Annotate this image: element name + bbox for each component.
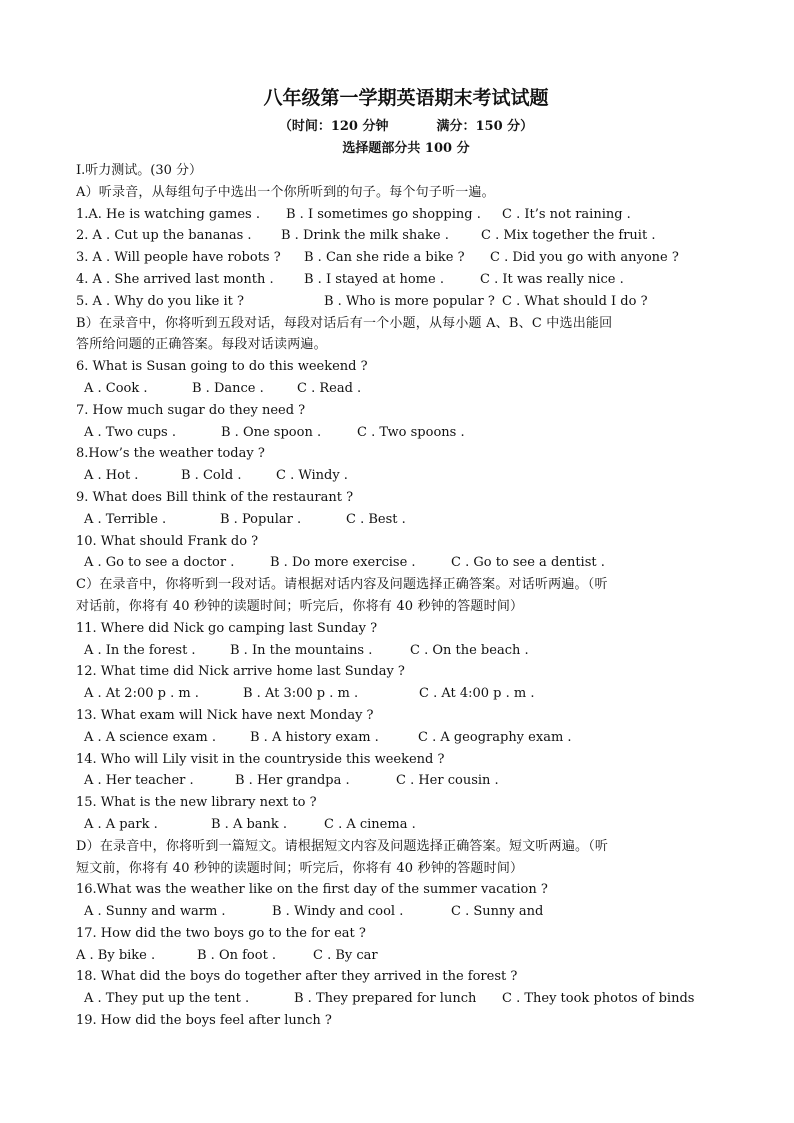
- option-c: C . A cinema .: [324, 816, 416, 832]
- question-text: 11. Where did Nick go camping last Sunday ?: [76, 620, 378, 636]
- option-a: 4. A . She arrived last month .: [76, 271, 274, 287]
- exam-body: [76, 160, 736, 1032]
- answer-options: [76, 552, 736, 574]
- option-c: C . Did you go with anyone ?: [490, 250, 679, 266]
- option-a: A . Two cups .: [84, 424, 176, 440]
- option-c: C . It’s not raining .: [502, 206, 631, 222]
- option-b: B . Drink the milk shake .: [281, 228, 449, 244]
- option-b: B . Windy and cool .: [272, 904, 404, 920]
- option-a: A . Sunny and warm .: [84, 904, 226, 920]
- answer-options: [76, 378, 736, 400]
- option-c: C . Mix together the fruit .: [481, 228, 656, 244]
- time-info: （时间：120 分钟: [278, 119, 389, 134]
- answer-options: [76, 727, 736, 749]
- option-a: A . A science exam .: [84, 729, 216, 745]
- option-c: C . At 4:00 p . m .: [419, 686, 535, 702]
- option-b: B . I sometimes go shopping .: [286, 206, 481, 222]
- option-a: 1.A. He is watching games .: [76, 206, 260, 222]
- part-d-instruction-cont: 短文前，你将有 40 秒钟的读题时间；听完后，你将有 40 秒钟的答题时间）: [76, 860, 524, 876]
- part-d-instruction: D）在录音中，你将听到一篇短文。请根据短文内容及问题选择正确答案。短文听两遍。（听: [76, 838, 609, 854]
- score-info: 满分：150 分）: [436, 119, 534, 134]
- question-line: [76, 225, 736, 247]
- option-a: A . Go to see a doctor .: [84, 555, 235, 571]
- option-b: B . Do more exercise .: [270, 555, 416, 571]
- option-b: B . Her grandpa .: [235, 773, 350, 789]
- option-a: A . Terrible .: [84, 511, 167, 527]
- option-a: A . Hot .: [84, 468, 139, 484]
- question-text: 6. What is Susan going to do this weekend ?: [76, 359, 368, 375]
- question-line: [76, 247, 736, 269]
- option-b: B . I stayed at home .: [304, 271, 444, 287]
- option-a: A . At 2:00 p . m .: [84, 686, 199, 702]
- question-text: 15. What is the new library next to ?: [76, 795, 317, 811]
- option-b: B . Can she ride a bike ?: [304, 250, 465, 266]
- exam-meta: [76, 116, 736, 138]
- answer-options: [76, 465, 736, 487]
- option-c: C . Windy .: [276, 468, 348, 484]
- option-a: A . Cook .: [84, 380, 148, 396]
- section-heading: I.听力测试。(30 分）: [76, 163, 203, 178]
- question-line: [76, 291, 736, 313]
- question-text: 8.How’s the weather today ?: [76, 446, 265, 462]
- answer-options: [76, 683, 736, 705]
- question-line: [76, 269, 736, 291]
- option-c: C . Read .: [297, 380, 362, 396]
- question-text: 10. What should Frank do ?: [76, 533, 259, 549]
- part-c-instruction-cont: 对话前，你将有 40 秒钟的读题时间；听完后，你将有 40 秒钟的答题时间）: [76, 598, 524, 614]
- part-c-instruction: C）在录音中，你将听到一段对话。请根据对话内容及问题选择正确答案。对话听两遍。（听: [76, 577, 608, 593]
- option-a: A . A park .: [84, 816, 158, 832]
- option-b: B . A history exam .: [250, 729, 379, 745]
- option-b: B . At 3:00 p . m .: [243, 686, 359, 702]
- question-text: 18. What did the boys do together after they arrived in the forest ?: [76, 969, 518, 985]
- exam-page: [76, 84, 736, 1032]
- part-b-instruction: B）在录音中，你将听到五段对话，每段对话后有一个小题，从每小题 A、B、C 中选出能回: [76, 315, 613, 331]
- question-text: 9. What does Bill think of the restaurant ?: [76, 489, 354, 505]
- option-b: B . A bank .: [211, 816, 288, 832]
- answer-options: [76, 901, 736, 923]
- option-b: B . On foot .: [197, 947, 277, 963]
- choice-total: 选择题部分共 100 分: [342, 141, 470, 156]
- question-line: [76, 204, 736, 226]
- answer-options: [76, 945, 736, 967]
- option-a: 2. A . Cut up the bananas .: [76, 228, 252, 244]
- option-b: B . They prepared for lunch: [294, 991, 477, 1007]
- answer-options: [76, 640, 736, 662]
- option-a: A . In the forest .: [84, 642, 196, 658]
- option-c: C . By car: [313, 947, 378, 963]
- part-a-instruction: A）听录音，从每组句子中选出一个你所听到的句子。每个句子听一遍。: [76, 184, 495, 200]
- option-b: B . Cold .: [181, 468, 242, 484]
- option-a: A . Her teacher .: [84, 773, 194, 789]
- option-b: B . Popular .: [220, 511, 302, 527]
- question-text: 7. How much sugar do they need ?: [76, 402, 306, 418]
- answer-options: [76, 422, 736, 444]
- answer-options: [76, 988, 736, 1010]
- option-c: C . Her cousin .: [396, 773, 499, 789]
- option-b: B . One spoon .: [221, 424, 322, 440]
- option-b: B . Dance .: [192, 380, 264, 396]
- option-c: C . It was really nice .: [480, 271, 624, 287]
- option-c: C . Two spoons .: [357, 424, 465, 440]
- option-c: C . They took photos of binds: [502, 991, 695, 1007]
- option-b: B . In the mountains .: [230, 642, 373, 658]
- option-a: 5. A . Why do you like it ?: [76, 293, 244, 309]
- question-text: 17. How did the two boys go to the for eat ?: [76, 925, 366, 941]
- option-b: B . Who is more popular ?: [324, 293, 495, 309]
- answer-options: [76, 814, 736, 836]
- option-a: A . By bike .: [76, 947, 156, 963]
- option-c: C . Best .: [346, 511, 406, 527]
- question-text: 14. Who will Lily visit in the countryside this weekend ?: [76, 751, 445, 767]
- answer-options: [76, 509, 736, 531]
- question-text: 12. What time did Nick arrive home last Sunday ?: [76, 664, 405, 680]
- page-title: 八年级第一学期英语期末考试试题: [263, 87, 549, 109]
- part-b-instruction-cont: 答所给问题的正确答案。每段对话读两遍。: [76, 337, 327, 353]
- question-text: 16.What was the weather like on the first day of the summer vacation ?: [76, 882, 548, 898]
- option-c: C . A geography exam .: [418, 729, 572, 745]
- option-a: 3. A . Will people have robots ?: [76, 250, 281, 266]
- question-text: 19. How did the boys feel after lunch ?: [76, 1013, 332, 1029]
- option-c: C . Sunny and: [451, 904, 544, 920]
- option-c: C . On the beach .: [410, 642, 529, 658]
- option-c: C . What should I do ?: [502, 293, 648, 309]
- option-c: C . Go to see a dentist .: [451, 555, 605, 571]
- option-a: A . They put up the tent .: [84, 991, 250, 1007]
- question-text: 13. What exam will Nick have next Monday ?: [76, 707, 374, 723]
- answer-options: [76, 770, 736, 792]
